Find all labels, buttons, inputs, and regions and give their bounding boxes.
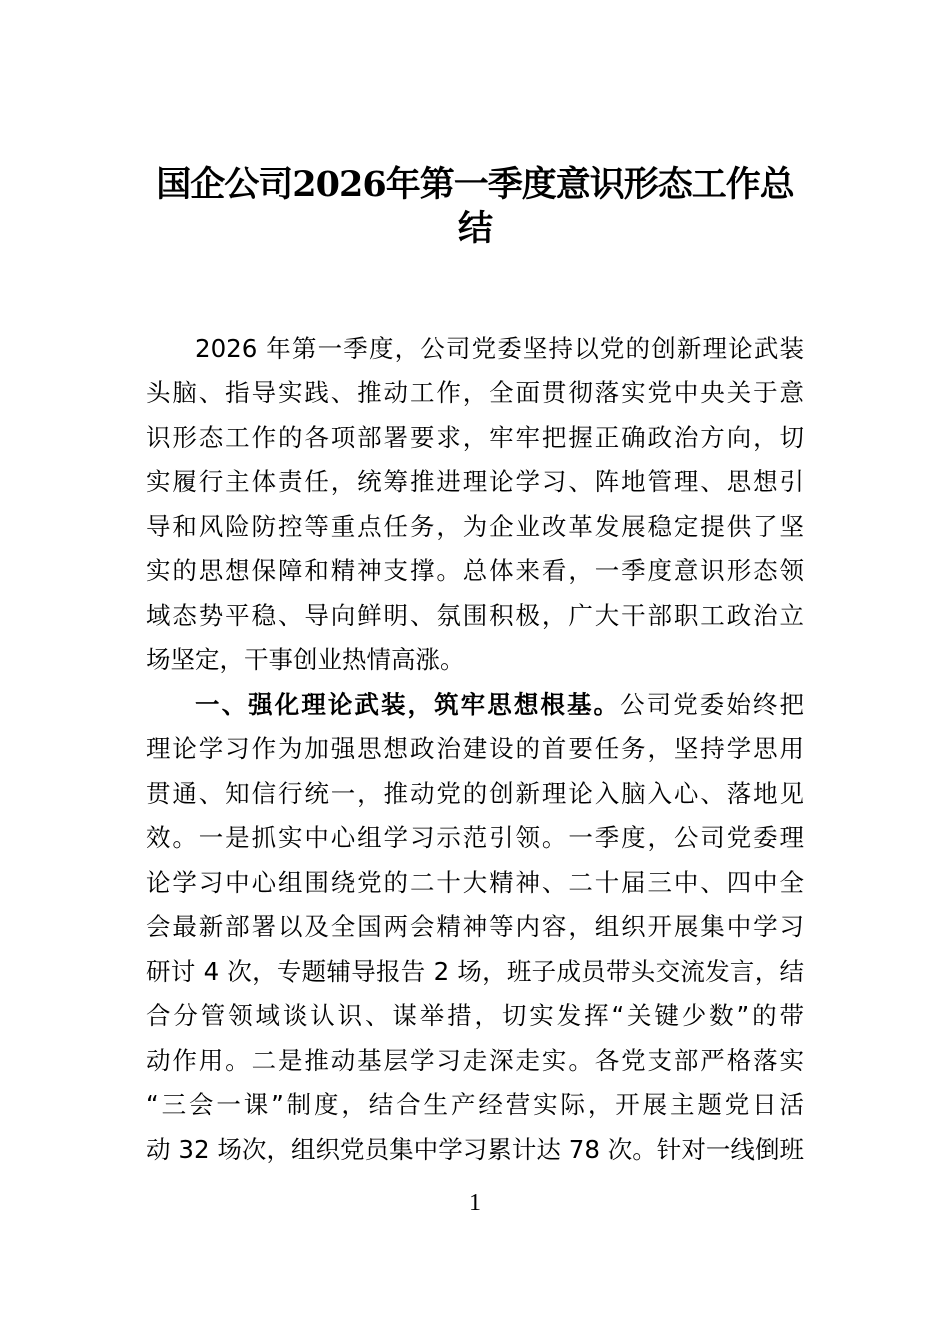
paragraph-2-line-6: 会最新部署以及全国两会精神等内容，组织开展集中学习 bbox=[146, 912, 804, 941]
paragraph-1-line-1: 2026 年第一季度，公司党委坚持以党的创新理论武装 bbox=[195, 334, 804, 363]
paragraph-2-line-9: 动作用。二是推动基层学习走深走实。各党支部严格落实 bbox=[146, 1046, 804, 1075]
paragraph-2-line-7: 研讨 4 次，专题辅导报告 2 场，班子成员带头交流发言，结 bbox=[146, 957, 804, 986]
paragraph-1-line-6: 实的思想保障和精神支撑。总体来看，一季度意识形态领 bbox=[146, 556, 804, 585]
paragraph-1-line-8: 场坚定，干事创业热情高涨。 bbox=[146, 645, 465, 674]
paragraph-2-line-10: “三会一课”制度，结合生产经营实际，开展主题党日活 bbox=[146, 1090, 804, 1119]
paragraph-1-line-4: 实履行主体责任，统筹推进理论学习、阵地管理、思想引 bbox=[146, 467, 804, 496]
paragraph-2-line-5: 论学习中心组围绕党的二十大精神、二十届三中、四中全 bbox=[146, 868, 804, 897]
paragraph-1-line-7: 域态势平稳、导向鲜明、氛围积极，广大干部职工政治立 bbox=[146, 601, 804, 630]
paragraph-2-line-1-text: 公司党委始终把 bbox=[620, 690, 805, 719]
paragraph-2-line-2: 理论学习作为加强思想政治建设的首要任务，坚持学思用 bbox=[146, 734, 804, 763]
paragraph-1-line-5: 导和风险防控等重点任务，为企业改革发展稳定提供了坚 bbox=[146, 512, 804, 541]
paragraph-2-line-1 bbox=[195, 683, 804, 727]
section-heading-1: 一、强化理论武装，筑牢思想根基。 bbox=[195, 690, 621, 719]
paragraph-2-line-4: 效。一是抓实中心组学习示范引领。一季度，公司党委理 bbox=[146, 823, 804, 852]
paragraph-2-line-8: 合分管领域谈认识、谋举措，切实发挥“关键少数”的带 bbox=[146, 1001, 804, 1030]
paragraph-1-line-3: 识形态工作的各项部署要求，牢牢把握正确政治方向，切 bbox=[146, 423, 804, 452]
document-title-line-2: 结 bbox=[457, 208, 492, 249]
document-title-line-1: 国企公司2026年第一季度意识形态工作总 bbox=[156, 164, 794, 205]
paragraph-2-line-11: 动 32 场次，组织党员集中学习累计达 78 次。针对一线倒班 bbox=[146, 1135, 804, 1164]
page-number: 1 bbox=[469, 1190, 481, 1216]
paragraph-2-line-3: 贯通、知信行统一，推动党的创新理论入脑入心、落地见 bbox=[146, 779, 804, 808]
paragraph-1-line-2: 头脑、指导实践、推动工作，全面贯彻落实党中央关于意 bbox=[146, 378, 804, 407]
